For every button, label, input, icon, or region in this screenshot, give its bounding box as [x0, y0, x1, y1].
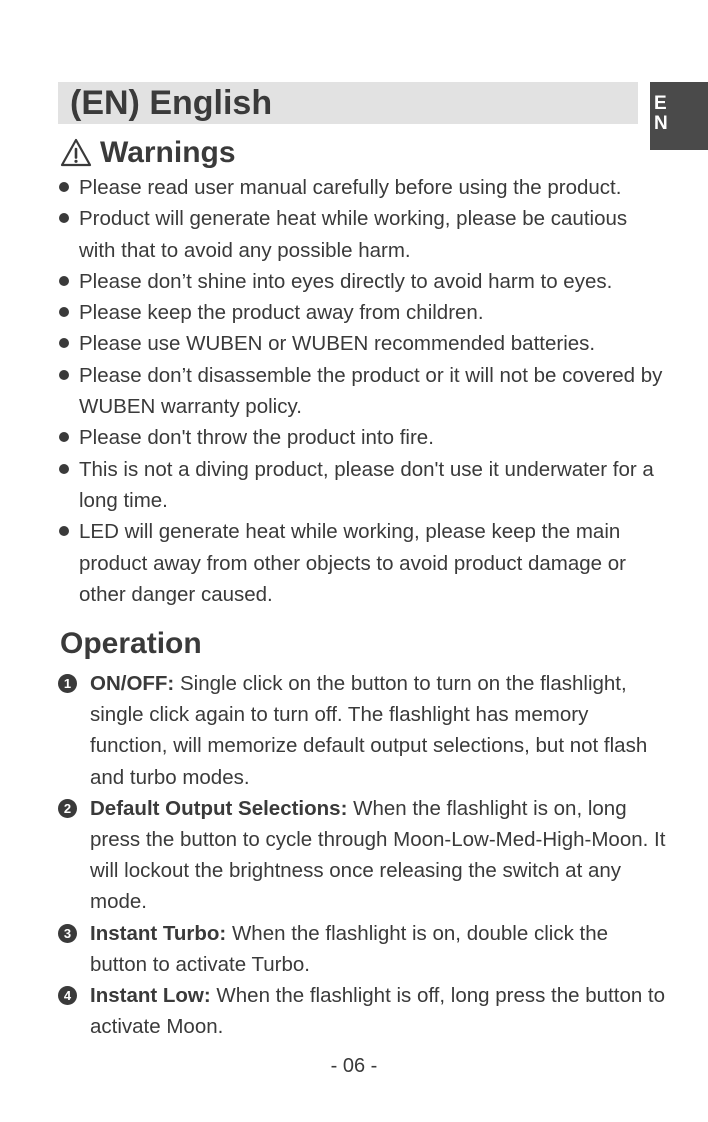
warning-item: Please don’t shine into eyes directly to avoid harm to eyes. — [58, 266, 668, 297]
warning-item: Please keep the product away from children. — [58, 297, 668, 328]
page-title: (EN) English — [70, 84, 273, 122]
warning-item: Please don’t disassemble the product or it will not be covered by WUBEN warranty policy. — [58, 360, 668, 423]
step-number-badge: 3 — [58, 924, 77, 943]
warnings-heading-text: Warnings — [100, 136, 236, 169]
operation-heading: Operation — [60, 627, 202, 660]
language-tab-letter: N — [654, 113, 668, 134]
warning-item: This is not a diving product, please don't use it underwater for a long time. — [58, 454, 668, 517]
warning-item: Please don't throw the product into fire. — [58, 422, 668, 453]
operation-text: Single click on the button to turn on the flashlight, single click again to turn off. The flashlight has memory function, will memorize default output selections, but not flash and turbo modes. — [90, 672, 648, 789]
step-number-badge: 2 — [58, 799, 77, 818]
language-tab — [650, 82, 708, 150]
page-number: - 06 - — [330, 1055, 378, 1077]
step-number-badge: 1 — [58, 674, 77, 693]
operation-item — [58, 668, 668, 793]
operation-label: ON/OFF: — [90, 672, 175, 695]
operation-label: Instant Low: — [90, 984, 211, 1008]
warning-item: Please read user manual carefully before using the product. — [58, 172, 668, 203]
operation-list — [58, 668, 668, 1042]
warnings-list — [58, 172, 668, 610]
operation-item — [58, 793, 668, 918]
warning-item: Please use WUBEN or WUBEN recommended batteries. — [58, 328, 668, 359]
language-tab-letter: E — [654, 93, 667, 114]
operation-label: Instant Turbo: — [90, 921, 227, 945]
operation-label: Default Output Selections: — [90, 796, 348, 820]
warning-triangle-icon — [60, 138, 92, 168]
warnings-heading — [60, 133, 236, 173]
operation-item — [58, 918, 668, 980]
operation-text: When the flashlight is on, long press the button to cycle through Moon-Low-Med-High-Moon. It will lockout the brightness once releasing the switch at any mode. — [90, 796, 666, 914]
operation-text: When the flashlight is off, long press the button to activate Moon. — [90, 984, 666, 1039]
operation-text: When the flashlight is on, double click the button to activate Turbo. — [90, 921, 609, 976]
warning-item: LED will generate heat while working, please keep the main product away from other objects to avoid product damage or other danger caused. — [58, 516, 668, 610]
operation-item — [58, 980, 668, 1042]
step-number-badge: 4 — [58, 986, 77, 1005]
warning-item: Product will generate heat while working, please be cautious with that to avoid any possible harm. — [58, 203, 668, 266]
